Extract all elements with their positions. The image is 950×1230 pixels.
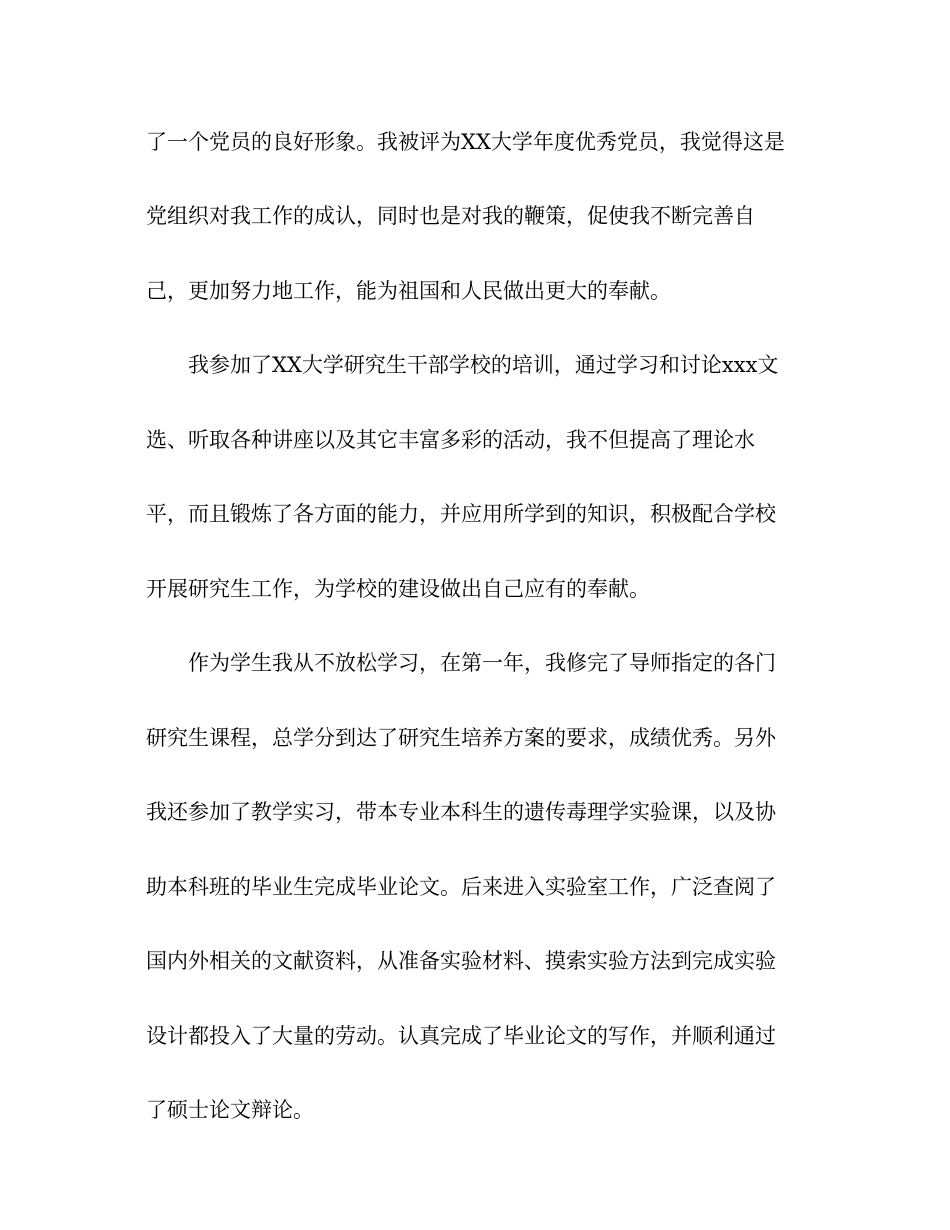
paragraph-2-line-2: 选、听取各种讲座以及其它丰富多彩的活动，我不但提高了理论水 <box>146 428 755 452</box>
paragraph-1-line-1: 了一个党员的良好形象。我被评为XX大学年度优秀党员，我觉得这是 <box>146 130 785 154</box>
paragraph-2-line-4: 开展研究生工作，为学校的建设做出自己应有的奉献。 <box>146 577 650 601</box>
paragraph-2-line-3: 平，而且锻炼了各方面的能力，并应用所学到的知识，积极配合学校 <box>146 502 776 526</box>
paragraph-1-line-2: 党组织对我工作的成认，同时也是对我的鞭策，促使我不断完善自 <box>146 204 755 228</box>
paragraph-3-line-7: 了硕士论文辩论。 <box>146 1098 314 1122</box>
paragraph-3-line-2: 研究生课程，总学分到达了研究生培养方案的要求，成绩优秀。另外 <box>146 726 776 750</box>
paragraph-3-line-5: 国内外相关的文献资料，从准备实验材料、摸索实验方法到完成实验 <box>146 949 776 973</box>
paragraph-3-line-4: 助本科班的毕业生完成毕业论文。后来进入实验室工作，广泛查阅了 <box>146 875 776 899</box>
paragraph-3-line-1: 作为学生我从不放松学习，在第一年，我修完了导师指定的各门 <box>188 651 776 675</box>
paragraph-2-line-1: 我参加了XX大学研究生干部学校的培训，通过学习和讨论xxx文 <box>188 353 779 377</box>
paragraph-3-line-6: 设计都投入了大量的劳动。认真完成了毕业论文的写作，并顺利通过 <box>146 1024 776 1048</box>
paragraph-3-line-3: 我还参加了教学实习，带本专业本科生的遗传毒理学实验课，以及协 <box>146 800 776 824</box>
paragraph-1-line-3: 己，更加努力地工作，能为祖国和人民做出更大的奉献。 <box>146 279 671 303</box>
